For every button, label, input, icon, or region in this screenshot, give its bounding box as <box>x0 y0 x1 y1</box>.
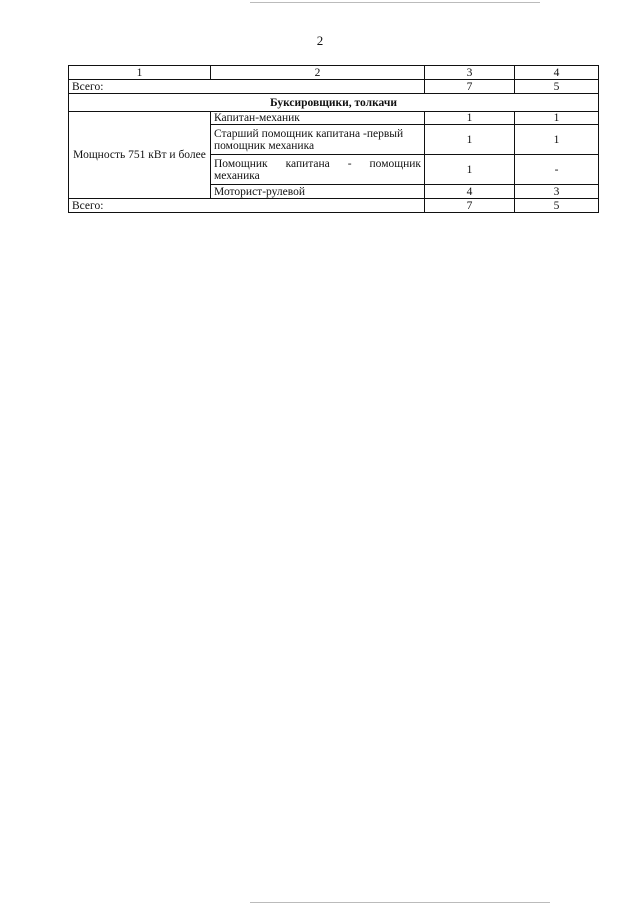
total-bottom-col4: 5 <box>515 199 599 213</box>
position-name: Помощник капитана - помощник механика <box>211 155 425 185</box>
total-top-col3: 7 <box>425 80 515 94</box>
header-col-1: 1 <box>69 66 211 80</box>
table-header-row <box>69 66 599 80</box>
total-label-top: Всего: <box>69 80 425 94</box>
position-col3: 1 <box>425 155 515 185</box>
table-row <box>69 112 599 125</box>
header-col-2: 2 <box>211 66 425 80</box>
scan-edge-mark-top <box>250 2 540 3</box>
position-col4: 3 <box>515 185 599 199</box>
total-bottom-col3: 7 <box>425 199 515 213</box>
staff-table <box>68 65 599 213</box>
total-label-bottom: Всего: <box>69 199 425 213</box>
total-row-bottom <box>69 199 599 213</box>
total-top-col4: 5 <box>515 80 599 94</box>
position-name: Моторист-рулевой <box>211 185 425 199</box>
total-row-top <box>69 80 599 94</box>
position-name: Старший помощник капитана -первый помощник механика <box>211 125 425 155</box>
position-col3: 1 <box>425 112 515 125</box>
section-title: Буксировщики, толкачи <box>69 94 599 112</box>
position-name: Капитан-механик <box>211 112 425 125</box>
section-title-row <box>69 94 599 112</box>
position-col4: 1 <box>515 112 599 125</box>
position-col3: 1 <box>425 125 515 155</box>
scan-edge-mark-bottom <box>250 902 550 903</box>
header-col-4: 4 <box>515 66 599 80</box>
header-col-3: 3 <box>425 66 515 80</box>
page-number: 2 <box>316 33 324 48</box>
group-label: Мощность 751 кВт и более <box>69 112 211 199</box>
position-col4: - <box>515 155 599 185</box>
position-col3: 4 <box>425 185 515 199</box>
position-col4: 1 <box>515 125 599 155</box>
